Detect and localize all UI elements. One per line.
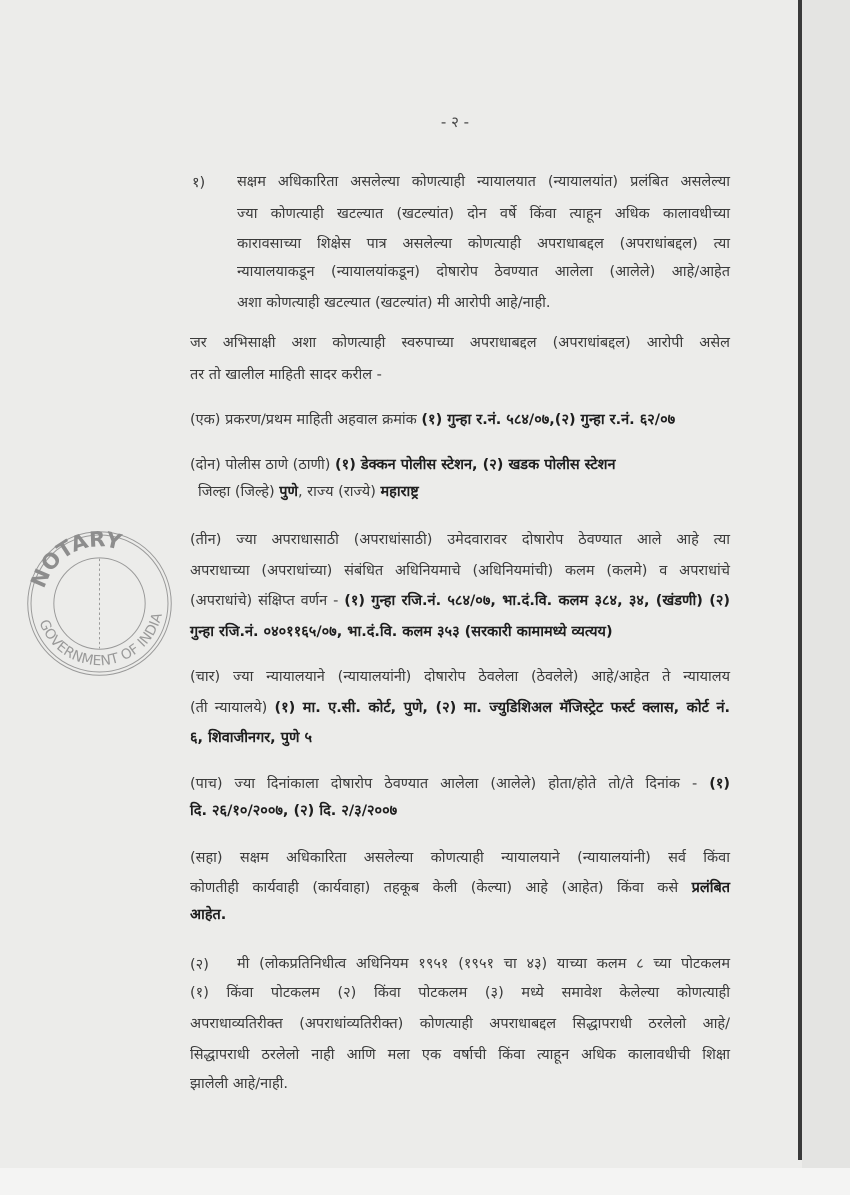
- bold-text: महाराष्ट्र: [380, 484, 419, 500]
- item-char-line: [190, 728, 730, 748]
- item-pach-line: [190, 801, 730, 821]
- text: (ती न्यायालये): [190, 700, 275, 716]
- text: न्यायालयाकडून (न्यायालयांकडून) दोषारोप ठेवण्यात आलेला (आलेले) आहे/आहेत: [237, 264, 730, 280]
- bold-text: (१) मा. ए.सी. कोर्ट, पुणे, (२) मा. ज्युडिशिअल मॅजिस्ट्रेट फर्स्ट क्लास, कोर्ट नं.: [274, 700, 730, 716]
- text: अपराधाव्यतिरीक्त (अपराधांव्यतिरीक्त) कोणत्याही अपराधाबद्दल सिद्धापराधी ठरलेलो आहे/: [190, 1016, 730, 1032]
- bold-text: गुन्हा रजि.नं. ०४०११६५/०७, भा.दं.वि. कलम ३५३ (सरकारी कामामध्ये व्यत्यय): [190, 624, 613, 640]
- item-teen-line: [190, 530, 730, 550]
- intro-line: [190, 365, 730, 385]
- text: अपराधाच्या (अपराधांच्या) संबंधित अधिनियमाचे (अधिनियमांची) कलम (कलमे) व अपराधांचे: [190, 563, 730, 579]
- text: ज्या कोणत्याही खटल्यात (खटल्यांत) दोन वर्षे किंवा त्याहून अधिक कालावधीच्या: [237, 206, 730, 222]
- item-don-line: [198, 482, 738, 502]
- bold-text: (१) गुन्हा र.नं. ५८४/०७,(२) गुन्हा र.नं. ६२/०७: [421, 412, 676, 428]
- item-teen-line: [190, 622, 730, 642]
- intro-line: [190, 333, 730, 353]
- text: (दोन) पोलीस ठाणे (ठाणी): [190, 457, 336, 473]
- text: तर तो खालील माहिती सादर करील -: [190, 367, 382, 383]
- stamp-top-text: NOTARY: [25, 526, 124, 592]
- item-ek-line: [190, 410, 730, 430]
- item-teen-line: [190, 561, 730, 581]
- clause2-line: [190, 1045, 730, 1065]
- bold-text: प्रलंबित: [691, 880, 730, 896]
- text: झालेली आहे/नाही.: [190, 1076, 289, 1092]
- bold-text: ६, शिवाजीनगर, पुणे ५: [190, 730, 313, 746]
- item-saha-line: [190, 905, 730, 925]
- text: (अपराधांचे) संक्षिप्त वर्णन -: [190, 593, 345, 609]
- clause-2-number: (२): [190, 957, 209, 973]
- bold-text: पुणे: [279, 484, 298, 500]
- clause1-line: [237, 262, 730, 282]
- item-saha-line: [190, 848, 730, 868]
- item-teen-line: [190, 591, 730, 611]
- text: अशा कोणत्याही खटल्यात (खटल्यांत) मी आरोपी आहे/नाही.: [237, 295, 551, 311]
- item-don-line: [190, 455, 730, 475]
- bold-text: (१): [709, 776, 730, 792]
- clause2-line: [190, 1074, 730, 1094]
- clause-1-number: १): [192, 175, 206, 191]
- text: (पाच) ज्या दिनांकाला दोषारोप ठेवण्यात आलेला (आलेले) होता/होते तो/ते दिनांक -: [190, 776, 710, 792]
- item-char-line: [190, 667, 730, 687]
- item-char-line: [190, 698, 730, 718]
- bold-text: (१) गुन्हा रजि.नं. ५८४/०७, भा.दं.वि. कलम ३८४, ३४, (खंडणी) (२): [344, 593, 731, 609]
- text: जर अभिसाक्षी अशा कोणत्याही स्वरुपाच्या अपराधाबद्दल (अपराधांबद्दल) आरोपी असेल: [190, 335, 730, 351]
- text: (एक) प्रकरण/प्रथम माहिती अहवाल क्रमांक: [190, 412, 422, 428]
- clause1-line: [237, 204, 730, 224]
- bold-text: (१) डेक्कन पोलीस स्टेशन, (२) खडक पोलीस स्टेशन: [335, 457, 616, 473]
- text: कारावसाच्या शिक्षेस पात्र असलेल्या कोणत्याही अपराधाबद्दल (अपराधांबद्दल) त्या: [237, 236, 730, 252]
- page-edge-line: [798, 0, 802, 1160]
- bold-text: दि. २६/१०/२००७, (२) दि. २/३/२००७: [190, 803, 398, 819]
- clause2-line: [190, 983, 730, 1003]
- text: (चार) ज्या न्यायालयाने (न्यायालयांनी) दोषारोप ठेवलेला (ठेवलेले) आहे/आहेत ते न्यायालय: [190, 669, 730, 685]
- text: (सहा) सक्षम अधिकारिता असलेल्या कोणत्याही न्यायालयाने (न्यायालयांनी) सर्व किंवा: [190, 850, 730, 866]
- text: , राज्य (राज्ये): [297, 484, 381, 500]
- text: (१) किंवा पोटकलम (२) किंवा पोटकलम (३) मध्ये समावेश केलेल्या कोणत्याही: [190, 985, 730, 1001]
- clause1-line: [237, 234, 730, 254]
- text: (तीन) ज्या अपराधासाठी (अपराधांसाठी) उमेदवारावर दोषारोप ठेवण्यात आले आहे त्या: [190, 532, 730, 548]
- text: जिल्हा (जिल्हे): [198, 484, 280, 500]
- clause1-line: [237, 172, 730, 192]
- clause1-line: [237, 293, 730, 313]
- text: कोणतीही कार्यवाही (कार्यवाहा) तहकूब केली (केल्या) आहे (आहेत) किंवा कसे: [190, 880, 692, 896]
- item-pach-line: [190, 774, 730, 794]
- text: सिद्धापराधी ठरलेलो नाही आणि मला एक वर्षाची किंवा त्याहून अधिक कालावधीची शिक्षा: [190, 1047, 730, 1063]
- item-saha-line: [190, 878, 730, 898]
- text: मी (लोकप्रतिनिधीत्व अधिनियम १९५१ (१९५१ चा ४३) याच्या कलम ८ च्या पोटकलम: [237, 956, 730, 972]
- text: सक्षम अधिकारिता असलेल्या कोणत्याही न्यायालयात (न्यायालयांत) प्रलंबित असलेल्या: [237, 174, 730, 190]
- page-number: - २ -: [440, 113, 470, 131]
- stamp-bottom-text: GOVERNMENT OF INDIA: [35, 611, 166, 670]
- clause2-line: [190, 1014, 730, 1034]
- bold-text: आहेत.: [190, 907, 227, 923]
- clause2-line: [237, 954, 730, 974]
- scan-bottom-margin: [0, 1168, 850, 1195]
- notary-stamp: [22, 522, 177, 681]
- scan-margin: [802, 0, 850, 1195]
- svg-text:GOVERNMENT OF INDIA: [35, 611, 166, 670]
